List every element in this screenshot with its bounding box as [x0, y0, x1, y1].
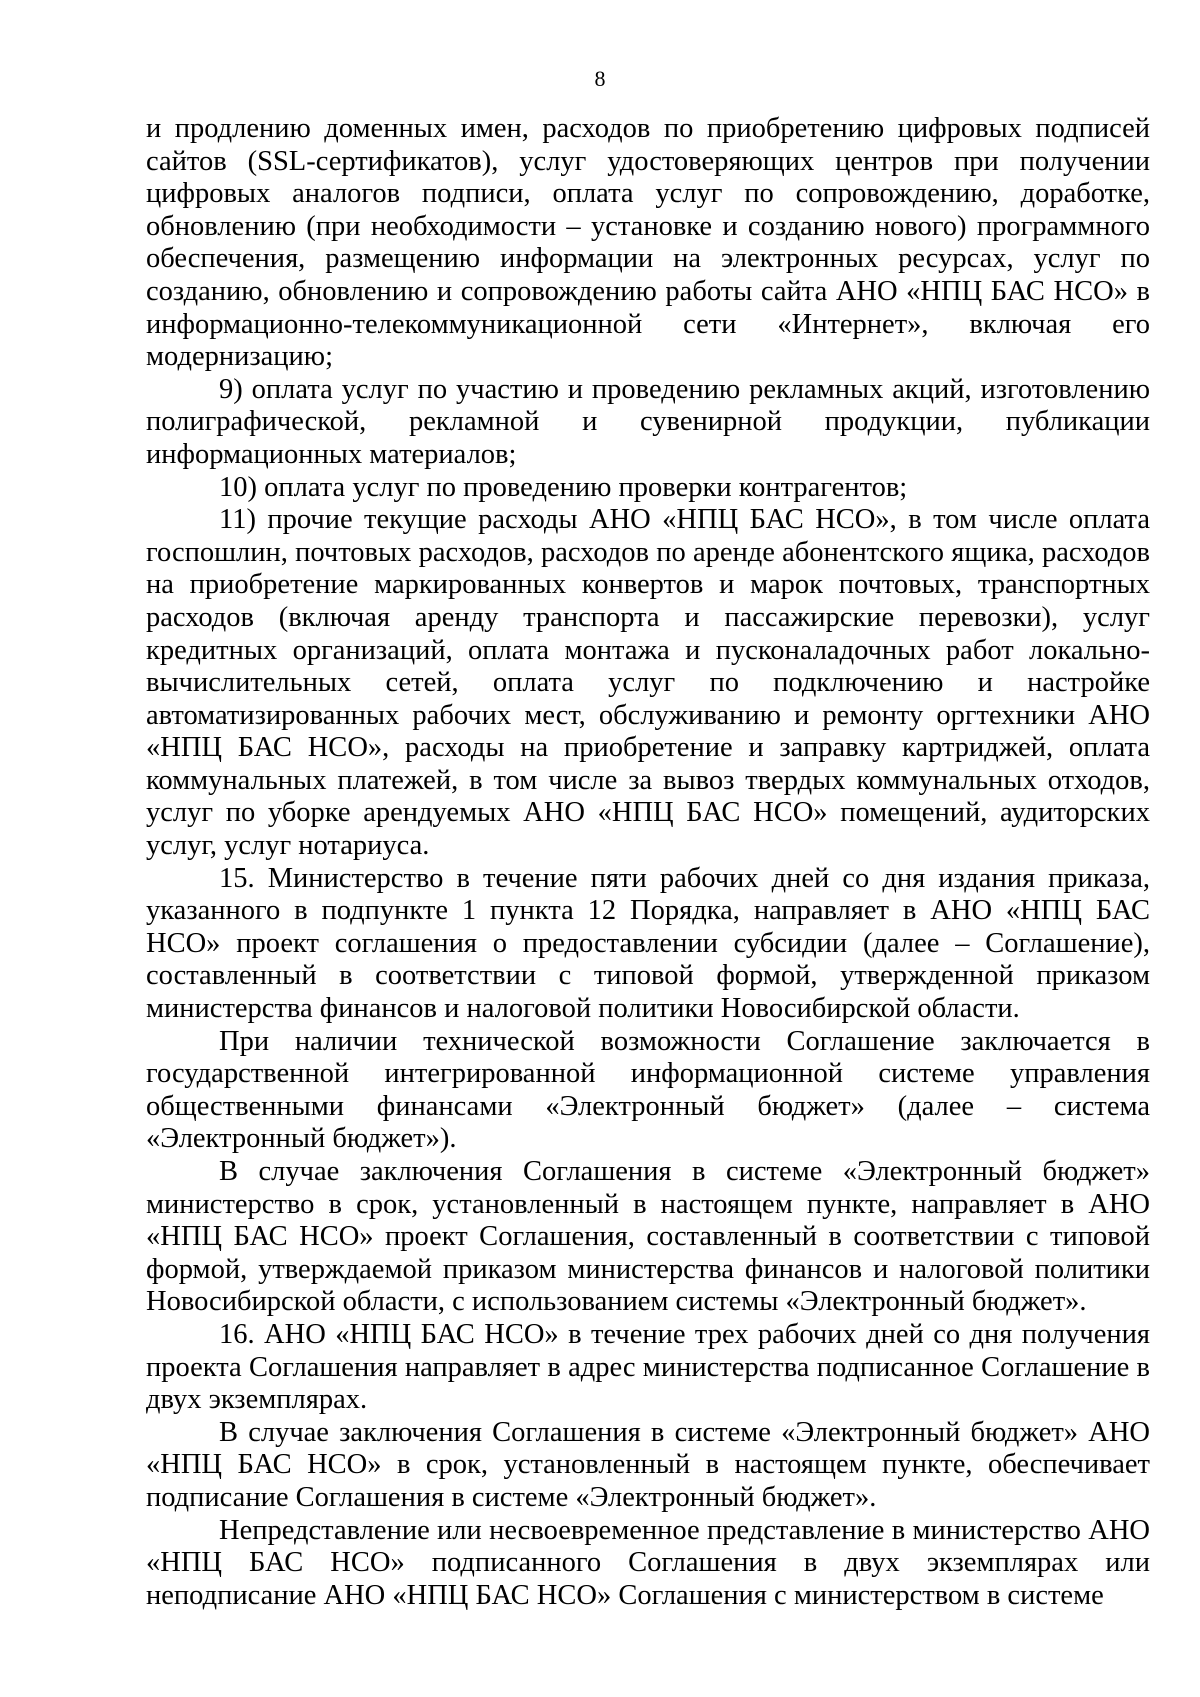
paragraph-electronic-budget-ano: В случае заключения Соглашения в системе «Электронный бюджет» АНО «НПЦ БАС НСО» в срок, установленный в настоящем пункте, обеспечивает подписание Соглашения в системе «Электронный бюджет». [146, 1416, 1150, 1513]
paragraph-clause-16: 16. АНО «НПЦ БАС НСО» в течение трех рабочих дней со дня получения проекта Соглашения направляет в адрес министерства подписанное Соглашение в двух экземплярах. [146, 1318, 1150, 1416]
paragraph-non-submission: Непредставление или несвоевременное представление в министерство АНО «НПЦ БАС НСО» подписанного Соглашения в двух экземплярах или неподписание АНО «НПЦ БАС НСО» Соглашения с министерством в системе [146, 1514, 1150, 1611]
paragraph-clause-15: 15. Министерство в течение пяти рабочих дней со дня издания приказа, указанного в подпункте 1 пункта 12 Порядка, направляет в АНО «НПЦ БАС НСО» проект соглашения о предоставлении субсидии (далее – Соглашение), составленный в соответствии с типовой формой, утвержденной приказом министерства финансов и налоговой политики Новосибирской области. [146, 862, 1150, 1025]
page-number: 8 [594, 66, 606, 91]
document-body [146, 113, 1150, 1612]
paragraph-continuation: и продлению доменных имен, расходов по приобретению цифровых подписей сайтов (SSL-сертификатов), услуг удостоверяющих центров при получении цифровых аналогов подписи, оплата услуг по сопровождению, доработке, обновлению (при необходимости – установке и созданию нового) программного обеспечения, размещению информации на электронных ресурсах, услуг по созданию, обновлению и сопровождению работы сайта АНО «НПЦ БАС НСО» в информационно-телекоммуникационной сети «Интернет», включая его модернизацию; [146, 113, 1150, 373]
paragraph-electronic-budget-ministry: В случае заключения Соглашения в системе «Электронный бюджет» министерство в срок, установленный в настоящем пункте, направляет в АНО «НПЦ БАС НСО» проект Соглашения, составленный в соответствии с типовой формой, утверждаемой приказом министерства финансов и налоговой политики Новосибирской области, с использованием системы «Электронный бюджет». [146, 1156, 1150, 1318]
paragraph-item-11: 11) прочие текущие расходы АНО «НПЦ БАС НСО», в том числе оплата госпошлин, почтовых расходов, расходов по аренде абонентского ящика, расходов на приобретение маркированных конвертов и марок почтовых, транспортных расходов (включая аренду транспорта и пассажирские перевозки), услуг кредитных организаций, оплата монтажа и пусконаладочных работ локально-вычислительных сетей, оплата услуг по подключению и настройке автоматизированных рабочих мест, обслуживанию и ремонту оргтехники АНО «НПЦ БАС НСО», расходы на приобретение и заправку картриджей, оплата коммунальных платежей, в том числе за вывоз твердых коммунальных отходов, услуг по уборке арендуемых АНО «НПЦ БАС НСО» помещений, аудиторских услуг, услуг нотариуса. [146, 504, 1150, 862]
paragraph-item-10: 10) оплата услуг по проведению проверки контрагентов; [219, 471, 908, 503]
paragraph-technical-possibility: При наличии технической возможности Соглашение заключается в государственной интегрированной информационной системе управления общественными финансами «Электронный бюджет» (далее – система «Электронный бюджет»). [146, 1025, 1150, 1155]
paragraph-item-9: 9) оплата услуг по участию и проведению рекламных акций, изготовлению полиграфической, рекламной и сувенирной продукции, публикации информационных материалов; [146, 373, 1150, 470]
